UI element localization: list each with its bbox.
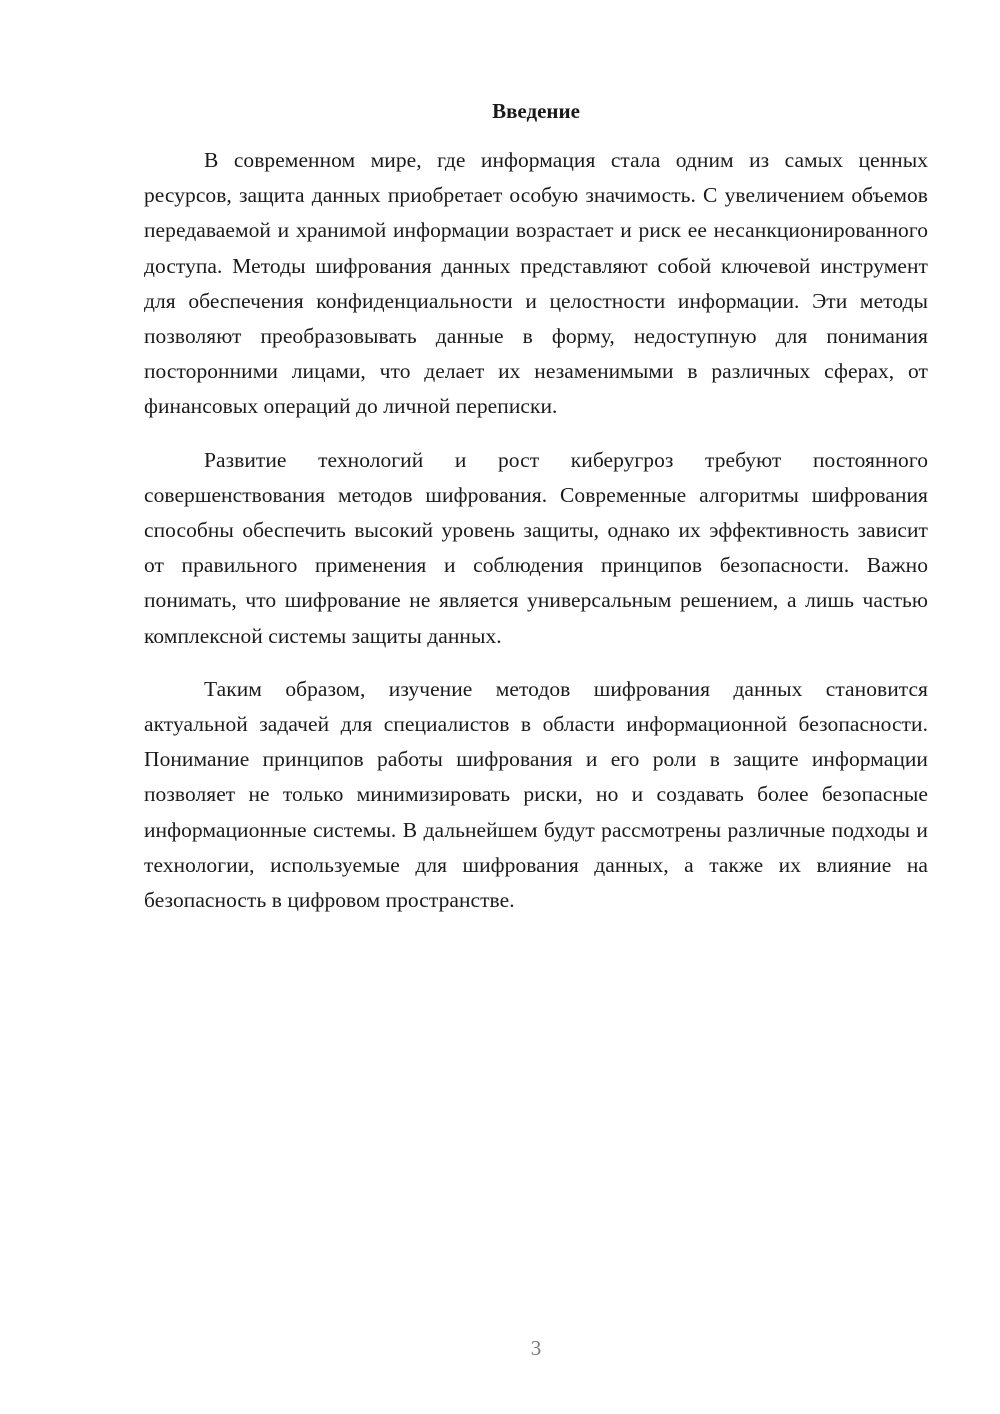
- page-number: 3: [530, 1336, 542, 1360]
- paragraph-1: В современном мире, где информация стала одним из самых ценных ресурсов, защита данных приобретает особую значимость. С увеличением объемов передаваемой и хранимой информации возрастает и риск ее несанкционированного доступа. Методы шифрования данных представляют собой ключевой инструмент для обеспечения конфиденциальности и целостности информации. Эти методы позволяют преобразовывать данные в форму, недоступную для понимания посторонними лицами, что делает их незаменимыми в различных сферах, от финансовых операций до личной переписки.: [144, 148, 928, 419]
- body-text: [144, 143, 928, 918]
- paragraph-3: Таким образом, изучение методов шифрования данных становится актуальной задачей для специалистов в области информационной безопасности. Понимание принципов работы шифрования и его роли в защите информации позволяет не только минимизировать риски, но и создавать более безопасные информационные системы. В дальнейшем будут рассмотрены различные подходы и технологии, используемые для шифрования данных, а также их влияние на безопасность в цифровом пространстве.: [144, 676, 928, 913]
- paragraph-2: Развитие технологий и рост киберугроз требуют постоянного совершенствования методов шифрования. Современные алгоритмы шифрования способны обеспечить высокий уровень защиты, однако их эффективность зависит от правильного применения и соблюдения принципов безопасности. Важно понимать, что шифрование не является универсальным решением, а лишь частью комплексной системы защиты данных.: [144, 447, 928, 648]
- page-title: Введение: [492, 99, 580, 123]
